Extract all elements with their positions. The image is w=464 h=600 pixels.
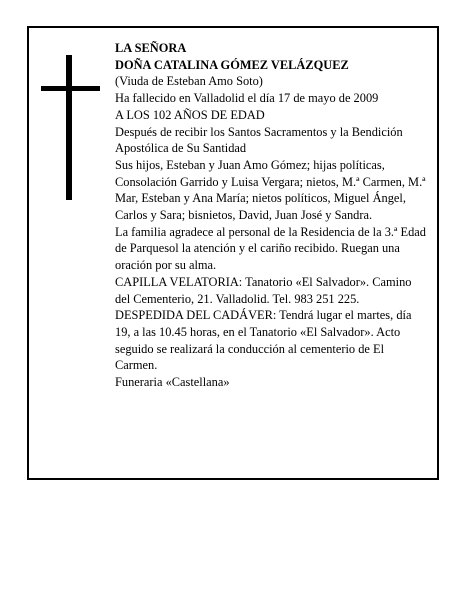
age-line: A LOS 102 AÑOS DE EDAD — [115, 107, 265, 122]
widow-of-line: (Viuda de Esteban Amo Soto) — [115, 74, 263, 89]
cross-horizontal-bar — [41, 86, 100, 91]
sacraments-paragraph: Después de recibir los Santos Sacramentos y la Bendición Apostólica de Su Santidad — [115, 124, 403, 156]
chapel-paragraph: CAPILLA VELATORIA: Tanatorio «El Salvador». Camino del Cementerio, 21. Valladolid. Tel. 983 251 225. — [115, 274, 412, 306]
notice-body — [115, 40, 427, 391]
title-honorific: LA SEÑORA — [115, 41, 187, 55]
family-paragraph: Sus hijos, Esteban y Juan Amo Gómez; hijas políticas, Consolación Garrido y Luisa Vergara; nietos, M.ª Carmen, M.ª Mar, Esteban y Ana María; nietos políticos, Miguel Ángel, Carlos y Sara; bisnietos, David, Juan José y Sandra. — [115, 157, 426, 223]
latin-cross-icon — [41, 55, 101, 200]
farewell-paragraph: DESPEDIDA DEL CADÁVER: Tendrá lugar el martes, día 19, a las 10.45 horas, en el Tanatorio «El Salvador». Acto seguido se realizará la conducción al cementerio de El Carmen. — [115, 308, 412, 373]
thanks-paragraph: La familia agradece al personal de la Residencia de la 3.ª Edad de Parquesol la atención y el cariño recibido. Ruegan una oración por su alma. — [115, 224, 426, 273]
cross-vertical-bar — [66, 55, 72, 200]
death-date-line: Ha fallecido en Valladolid el día 17 de mayo de 2009 — [115, 91, 379, 106]
funeral-home-line: Funeraria «Castellana» — [115, 375, 230, 390]
deceased-name: DOÑA CATALINA GÓMEZ VELÁZQUEZ — [115, 57, 349, 72]
obituary-notice — [27, 26, 439, 480]
